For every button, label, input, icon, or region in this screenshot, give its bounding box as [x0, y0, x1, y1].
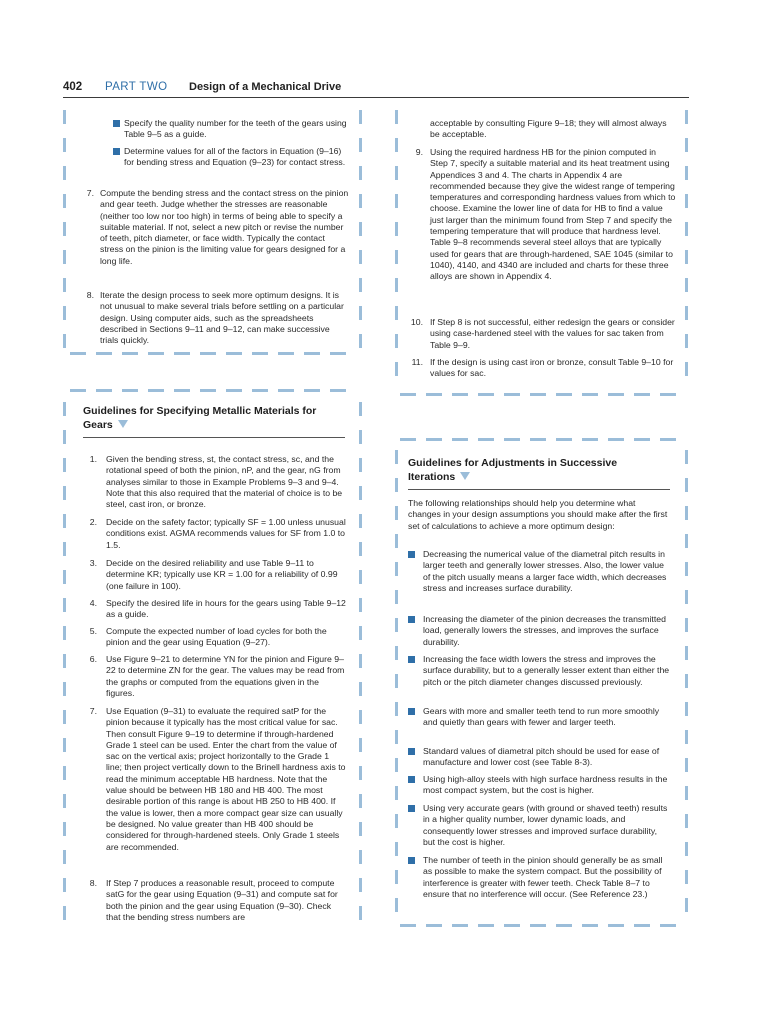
frame-dash — [252, 352, 268, 355]
list-text: If the design is using cast iron or bronze, consult Table 9–10 for values for sac. — [430, 357, 674, 379]
list-item — [408, 706, 670, 742]
frame-dash — [63, 402, 66, 416]
frame-dash — [70, 389, 86, 392]
list-item — [84, 517, 346, 553]
frame-dash — [304, 389, 320, 392]
list-text: Using the required hardness HB for the pinion computed in Step 7, specify a suitable material and its heat treatment using Appendices 3 and 4. The charts in Appendix 4 are recommended because they give the widest range of tempering temperatures and corresponding hardness values from which to choose. Examine the lower line of data for HB to find a value just larger than the minimum found from Step 7 and specify the tempering temperature that will produce that hardness level. Table 9–8 recommends several steel alloys that are typically used for gears that are through-hardened, SAE 1045 (similar to 1040), 4140, and 4340 are included and charts for these three alloys are shown in Appendix 4. — [430, 147, 676, 282]
frame-dash — [96, 352, 112, 355]
frame-dash — [685, 646, 688, 660]
list-number: 4. — [89, 598, 97, 608]
list-text: Standard values of diametral pitch should be used for ease of manufacture and lower cost (see Table 8-3). — [423, 746, 660, 768]
frame-dash — [359, 278, 362, 292]
frame-dash — [63, 794, 66, 808]
list-item — [84, 598, 346, 622]
bullet-square-icon — [408, 551, 415, 558]
frame-dash — [63, 486, 66, 500]
bullet-square-icon — [113, 148, 120, 155]
frame-dash — [359, 194, 362, 208]
frame-dash — [359, 250, 362, 264]
list-item — [408, 855, 670, 915]
frame-dash — [63, 542, 66, 556]
list-text: Gears with more and smaller teeth tend to run more smoothly and quietly than gears with fewer and larger teeth. — [423, 706, 660, 728]
sub-bullet-text: Determine values for all of the factors in Equation (9–16) for bending stress and Equation (9–23) for contact stress. — [124, 146, 346, 168]
frame-dash — [685, 842, 688, 856]
frame-dash — [685, 786, 688, 800]
list-text: Increasing the diameter of the pinion decreases the transmitted load, generally lowers the stresses, and improves the surface durability. — [423, 614, 666, 647]
bullet-square-icon — [408, 656, 415, 663]
title-underline — [83, 437, 345, 438]
frame-dash — [395, 842, 398, 856]
frame-dash — [556, 924, 572, 927]
title-underline — [408, 489, 670, 490]
frame-dash — [530, 924, 546, 927]
list-number: 6. — [89, 654, 97, 664]
list-text: Compute the expected number of load cycles for both the pinion and the gear using Equation (9–27). — [106, 626, 327, 648]
frame-dash — [63, 626, 66, 640]
frame-dash — [395, 898, 398, 912]
frame-dash — [530, 393, 546, 396]
frame-dash — [395, 674, 398, 688]
list-item — [84, 654, 346, 702]
list-number: 7. — [89, 706, 97, 716]
list-number: 8. — [86, 290, 94, 300]
frame-dash — [359, 710, 362, 724]
frame-dash — [122, 389, 138, 392]
frame-dash — [395, 222, 398, 236]
sub-bullet-text: Specify the quality number for the teeth of the gears using Table 9–5 as a guide. — [124, 118, 347, 140]
list-item — [78, 188, 350, 288]
list-text: Using high-alloy steels with high surface hardness results in the most compact system, but the cost is higher. — [423, 774, 668, 796]
frame-dash — [359, 542, 362, 556]
frame-dash — [395, 758, 398, 772]
frame-dash — [685, 590, 688, 604]
frame-dash — [685, 674, 688, 688]
part-label: PART TWO — [105, 81, 168, 93]
frame-dash — [634, 924, 650, 927]
frame-dash — [63, 654, 66, 668]
frame-dash — [63, 306, 66, 320]
list-item — [408, 317, 676, 353]
frame-dash — [395, 702, 398, 716]
frame-dash — [478, 438, 494, 441]
bullet-square-icon — [408, 805, 415, 812]
frame-dash — [504, 924, 520, 927]
frame-dash — [395, 194, 398, 208]
frame-dash — [359, 794, 362, 808]
frame-dash — [359, 222, 362, 236]
list-text: The number of teeth in the pinion should generally be as small as possible to make the system compact. But the possibility of interference is greater with fewer teeth. Check Table 8–7 to ensure that no interference will occur. (See Reference 23.) — [423, 855, 663, 899]
frame-dash — [685, 194, 688, 208]
bullet-square-icon — [408, 748, 415, 755]
continued-text: acceptable by consulting Figure 9–18; they will almost always be acceptable. — [430, 118, 667, 140]
frame-dash — [426, 393, 442, 396]
materials-title-text: Guidelines for Specifying Metallic Materials for Gears — [83, 405, 317, 431]
frame-dash — [660, 393, 676, 396]
list-item — [84, 626, 346, 650]
list-item — [408, 147, 676, 315]
frame-dash — [395, 786, 398, 800]
frame-dash — [359, 306, 362, 320]
bullet-square-icon — [113, 120, 120, 127]
frame-dash — [395, 478, 398, 492]
frame-dash — [359, 822, 362, 836]
list-number: 11. — [411, 357, 423, 367]
frame-dash — [304, 352, 320, 355]
list-text: Decreasing the numerical value of the diametral pitch results in larger teeth and generally lower stresses. Also, the lower value of the pitch usually means a larger face width, which decreases stress and increases surface durability. — [423, 549, 667, 593]
list-text: Decide on the desired reliability and use Table 9–11 to determine KR; typically use KR = 1.00 for a reliability of 0.99 (one failure in 100). — [106, 558, 338, 591]
list-item — [408, 803, 670, 851]
frame-dash — [63, 138, 66, 152]
frame-dash — [63, 458, 66, 472]
frame-dash — [395, 306, 398, 320]
frame-dash — [395, 250, 398, 264]
frame-dash — [685, 730, 688, 744]
frame-dash — [359, 682, 362, 696]
frame-dash — [452, 393, 468, 396]
frame-dash — [63, 682, 66, 696]
frame-dash — [395, 870, 398, 884]
frame-dash — [174, 352, 190, 355]
frame-dash — [359, 402, 362, 416]
frame-dash — [359, 166, 362, 180]
frame-dash — [582, 438, 598, 441]
frame-dash — [63, 334, 66, 348]
list-number: 1. — [89, 454, 97, 464]
frame-dash — [395, 450, 398, 464]
adjustments-title-text: Guidelines for Adjustments in Successive Iterations — [408, 457, 618, 483]
frame-dash — [359, 138, 362, 152]
triangle-down-icon — [460, 472, 470, 480]
frame-dash — [63, 278, 66, 292]
frame-dash — [685, 138, 688, 152]
frame-dash — [63, 906, 66, 920]
frame-dash — [395, 534, 398, 548]
frame-dash — [395, 110, 398, 124]
frame-dash — [685, 534, 688, 548]
list-item — [78, 290, 350, 350]
frame-dash — [395, 590, 398, 604]
frame-dash — [556, 393, 572, 396]
frame-dash — [63, 850, 66, 864]
frame-dash — [504, 393, 520, 396]
list-item — [84, 706, 346, 876]
chapter-title: Design of a Mechanical Drive — [189, 81, 342, 93]
list-item — [84, 454, 346, 514]
running-head — [63, 80, 689, 98]
frame-dash — [395, 506, 398, 520]
frame-dash — [685, 506, 688, 520]
frame-dash — [530, 438, 546, 441]
frame-dash — [359, 738, 362, 752]
frame-dash — [330, 389, 346, 392]
frame-dash — [359, 458, 362, 472]
frame-dash — [685, 898, 688, 912]
list-text: Using very accurate gears (with ground or shaved teeth) results in a higher quality number, lower dynamic loads, and consequently lower stresses and improved surface durability, but the cost is higher. — [423, 803, 668, 847]
frame-dash — [174, 389, 190, 392]
list-item — [408, 774, 670, 798]
frame-dash — [395, 138, 398, 152]
list-text: Iterate the design process to seek more optimum designs. It is not unusual to make several trials before settling on a particular design. Using computer aids, such as the spreadsheets described in Sections 9–11 and 9–12, can make successive trials quickly. — [100, 290, 344, 346]
frame-dash — [685, 618, 688, 632]
frame-dash — [685, 110, 688, 124]
frame-dash — [504, 438, 520, 441]
list-item — [408, 357, 676, 381]
frame-dash — [148, 389, 164, 392]
frame-dash — [122, 352, 138, 355]
page-number: 402 — [63, 81, 83, 93]
frame-dash — [359, 850, 362, 864]
frame-dash — [359, 430, 362, 444]
frame-dash — [685, 478, 688, 492]
frame-dash — [63, 194, 66, 208]
frame-dash — [359, 654, 362, 668]
frame-dash — [685, 702, 688, 716]
frame-dash — [685, 334, 688, 348]
frame-dash — [359, 598, 362, 612]
list-item — [408, 746, 670, 770]
frame-dash — [660, 924, 676, 927]
frame-dash — [400, 924, 416, 927]
frame-dash — [685, 222, 688, 236]
frame-dash — [395, 618, 398, 632]
frame-dash — [359, 766, 362, 780]
list-item — [408, 549, 670, 609]
frame-dash — [70, 352, 86, 355]
frame-dash — [148, 352, 164, 355]
frame-dash — [278, 389, 294, 392]
frame-dash — [608, 924, 624, 927]
bullet-square-icon — [408, 776, 415, 783]
triangle-down-icon — [118, 420, 128, 428]
frame-dash — [685, 562, 688, 576]
list-item — [84, 878, 346, 926]
frame-dash — [452, 924, 468, 927]
list-item — [84, 558, 346, 594]
frame-dash — [63, 110, 66, 124]
list-text: Use Figure 9–21 to determine YN for the pinion and Figure 9–22 to determine ZN for the gear. The values may be read from the graphs or computed from the equations given in the figures. — [106, 654, 345, 698]
list-text: Use Equation (9–31) to evaluate the required satP for the pinion because it typically has the most critical value for sac. Then consult Figure 9–19 to determine if through-hardened Grade 1 steel can be used. Enter the chart from the value of sac on the vertical axis; project horizontally to the Grade 1 line; then project vertically down to the Brinell hardness axis to read the minimum acceptable HB hardness. Note that the value should be between HB 180 and HB 400. The most desirable portion of this range is about HB 250 to HB 400. If the value is lower, then a more compact gear size can usually be designed. No value greater than HB 400 should be considered for through-hardened steels. Only Grade 1 steels are recommended. — [106, 706, 346, 852]
list-text: If Step 8 is not successful, either redesign the gears or consider using case-hardened steel with the values for sac taken from Table 9–9. — [430, 317, 675, 350]
frame-dash — [426, 438, 442, 441]
frame-dash — [63, 250, 66, 264]
adjustments-guidelines-title — [408, 456, 648, 484]
list-number: 9. — [415, 147, 423, 157]
frame-dash — [359, 878, 362, 892]
frame-dash — [63, 766, 66, 780]
frame-dash — [252, 389, 268, 392]
list-text: If Step 7 produces a reasonable result, proceed to compute satG for the gear using Equation (9–31) and compute sat for both the pinion and the gear using Equation (9–30). Check that the bending stress numbers are — [106, 878, 338, 922]
frame-dash — [395, 814, 398, 828]
frame-dash — [359, 570, 362, 584]
frame-dash — [226, 389, 242, 392]
frame-dash — [395, 362, 398, 376]
frame-dash — [395, 730, 398, 744]
frame-dash — [63, 738, 66, 752]
frame-dash — [395, 646, 398, 660]
list-item — [408, 654, 670, 702]
frame-dash — [634, 438, 650, 441]
frame-dash — [395, 334, 398, 348]
frame-dash — [63, 710, 66, 724]
frame-dash — [395, 278, 398, 292]
frame-dash — [685, 250, 688, 264]
frame-dash — [400, 393, 416, 396]
frame-dash — [660, 438, 676, 441]
frame-dash — [685, 166, 688, 180]
bullet-square-icon — [408, 857, 415, 864]
frame-dash — [582, 924, 598, 927]
list-number: 10. — [410, 317, 423, 327]
frame-dash — [63, 222, 66, 236]
frame-dash — [395, 562, 398, 576]
list-item — [408, 614, 670, 650]
list-text: Increasing the face width lowers the stress and improves the surface durability, but to a generally lesser extent than either the pitch or the pitch diameter changes discussed previously. — [423, 654, 670, 687]
frame-dash — [685, 450, 688, 464]
frame-dash — [226, 352, 242, 355]
frame-dash — [685, 870, 688, 884]
frame-dash — [400, 438, 416, 441]
frame-dash — [63, 166, 66, 180]
list-text: Decide on the safety factor; typically SF = 1.00 unless unusual conditions exist. AGMA recommends values for SF from 1.0 to 1.5. — [106, 517, 346, 550]
frame-dash — [359, 110, 362, 124]
frame-dash — [478, 924, 494, 927]
frame-dash — [452, 438, 468, 441]
frame-dash — [63, 598, 66, 612]
frame-dash — [685, 814, 688, 828]
frame-dash — [685, 278, 688, 292]
frame-dash — [608, 393, 624, 396]
list-text: Specify the desired life in hours for the gears using Table 9–12 as a guide. — [106, 598, 346, 620]
frame-dash — [685, 306, 688, 320]
list-number: 2. — [89, 517, 97, 527]
frame-dash — [395, 166, 398, 180]
sub-bullet-item — [113, 118, 353, 142]
frame-dash — [63, 430, 66, 444]
frame-dash — [582, 393, 598, 396]
bullet-square-icon — [408, 616, 415, 623]
frame-dash — [608, 438, 624, 441]
frame-dash — [556, 438, 572, 441]
list-number: 3. — [89, 558, 97, 568]
list-number: 5. — [89, 626, 97, 636]
sub-bullet-item — [113, 146, 353, 182]
frame-dash — [685, 362, 688, 376]
frame-dash — [359, 514, 362, 528]
frame-dash — [359, 906, 362, 920]
frame-dash — [96, 389, 112, 392]
list-number: 8. — [89, 878, 97, 888]
intro-paragraph: The following relationships should help you determine what changes in your design assumptions you should make after the first set of calculations to achieve a more optimum design: — [408, 498, 668, 531]
bullet-square-icon — [408, 708, 415, 715]
frame-dash — [330, 352, 346, 355]
frame-dash — [63, 878, 66, 892]
frame-dash — [426, 924, 442, 927]
list-text: Compute the bending stress and the contact stress on the pinion and gear teeth. Judge whether the stresses are reasonable (neither too low nor too high) in terms of being able to specify a suitable material. If not, select a new pitch or revise the number of teeth, pitch diameter, or face width. Typically the contact stress on the pinion is the limiting value for gears designed for a long life. — [100, 188, 349, 266]
list-text: Given the bending stress, st, the contact stress, sc, and the rotational speed of both the pinion, nP, and the gear, nG from analyses similar to those in Example Problems 9–3 and 9–4. Note that this also required that the material of choice is to be steel, cast iron, or bronze. — [106, 454, 343, 510]
frame-dash — [359, 334, 362, 348]
frame-dash — [278, 352, 294, 355]
frame-dash — [359, 626, 362, 640]
frame-dash — [478, 393, 494, 396]
frame-dash — [63, 570, 66, 584]
materials-guidelines-title — [83, 404, 347, 432]
frame-dash — [63, 822, 66, 836]
frame-dash — [200, 352, 216, 355]
list-number: 7. — [86, 188, 94, 198]
frame-dash — [359, 486, 362, 500]
frame-dash — [63, 514, 66, 528]
frame-dash — [685, 758, 688, 772]
frame-dash — [200, 389, 216, 392]
frame-dash — [634, 393, 650, 396]
